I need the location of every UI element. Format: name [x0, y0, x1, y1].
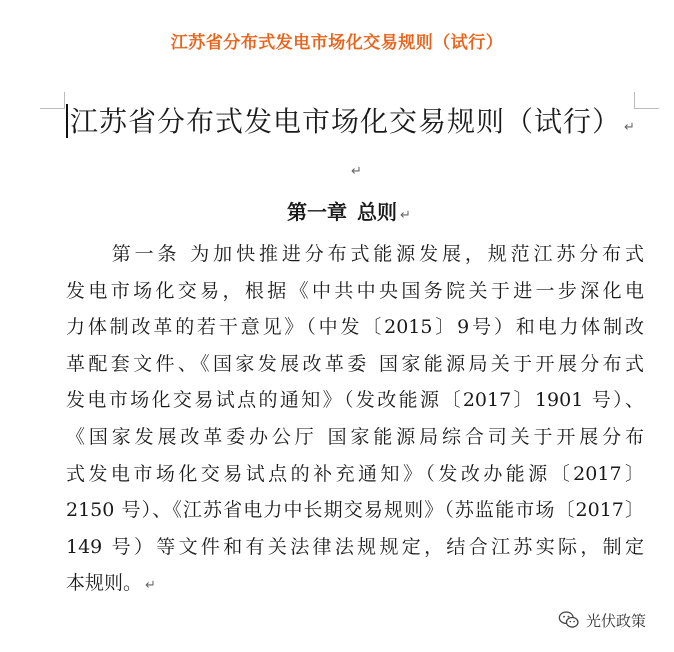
chapter-number: 第一章 [287, 200, 348, 224]
body-line: 发电市场化交易试点的通知》（发改能源〔2017〕1901 号）、 [66, 389, 644, 412]
watermark [558, 609, 646, 631]
watermark-text: 光伏政策 [586, 611, 647, 630]
body-line: 《国家发展改革委办公厅 国家能源局综合司关于开展分布 [66, 425, 644, 448]
crop-mark-top-left [40, 92, 65, 109]
document-title-text: 江苏省分布式发电市场化交易规则（试行） [70, 105, 622, 138]
document-title[interactable] [70, 100, 650, 140]
body-line: 发电市场化交易，根据《中共中央国务院关于进一步深化电 [66, 279, 644, 302]
chapter-name: 总则 [357, 200, 398, 224]
body-line: 第一条 为加快推进分布式能源发展，规范江苏分布式 [66, 243, 644, 265]
paragraph-mark-icon: ↵ [351, 164, 362, 179]
body-line: 2150 号）、《江苏省电力中长期交易规则》（苏监能市场〔2017〕 [66, 499, 644, 522]
body-line: 革配套文件、《国家发展改革委 国家能源局关于开展分布式 [66, 352, 644, 375]
body-line: 式发电市场化交易试点的补充通知》（发改办能源〔2017〕 [66, 462, 644, 485]
wechat-icon [558, 609, 580, 631]
body-line: 力体制改革的若干意见》（中发〔2015〕9号）和电力体制改 [66, 316, 644, 339]
text-cursor [66, 104, 68, 138]
paragraph-mark-icon: ↵ [624, 120, 636, 135]
body-line-last [66, 565, 644, 602]
banner-title: 江苏省分布式发电市场化交易规则（试行） [170, 33, 504, 53]
article-1-paragraph[interactable] [66, 236, 644, 602]
empty-paragraph[interactable] [348, 160, 362, 179]
body-line-text: 本规则。 [66, 572, 143, 595]
paragraph-mark-icon: ↵ [400, 208, 411, 223]
paragraph-mark-icon: ↵ [145, 578, 156, 594]
body-line: 149 号）等文件和有关法律法规规定，结合江苏实际，制定 [66, 535, 644, 558]
chapter-heading[interactable] [0, 196, 674, 225]
